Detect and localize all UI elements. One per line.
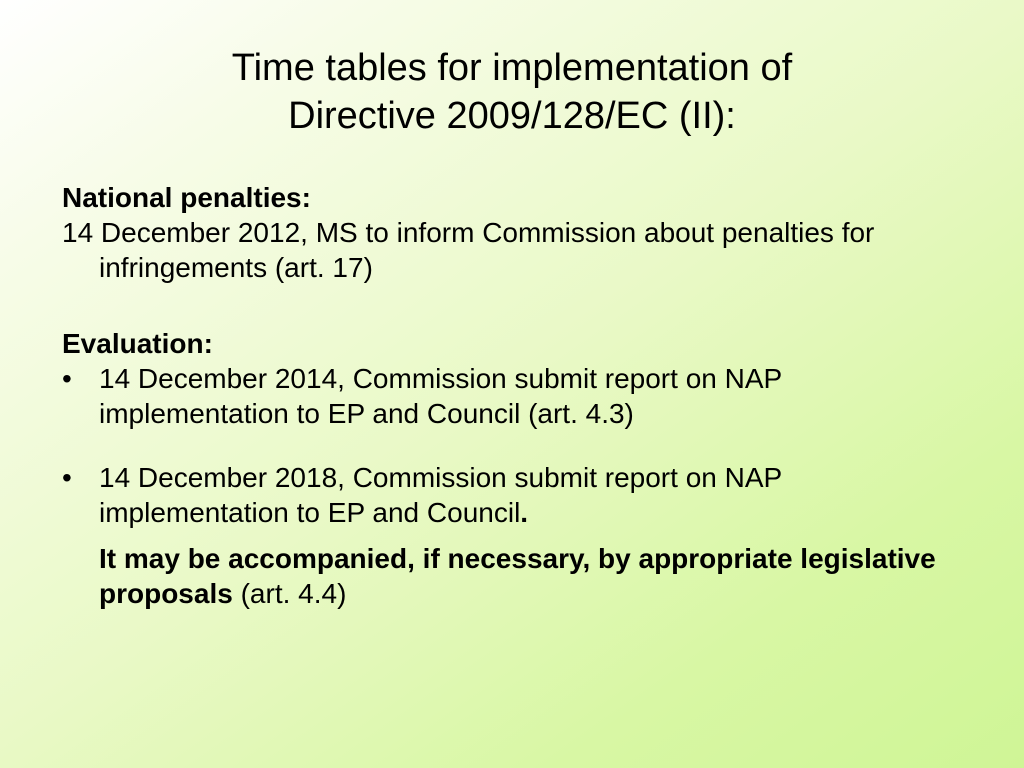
legislative-note	[62, 541, 962, 611]
bullet-icon: •	[62, 363, 72, 394]
slide-title	[60, 44, 964, 140]
evaluation-item-2018	[62, 460, 962, 530]
national-penalties-text: 14 December 2012, MS to inform Commission about penalties for infringements (art. 17)	[62, 217, 875, 283]
legislative-note-bold: It may be accompanied, if necessary, by appropriate legislative proposals	[99, 543, 936, 609]
evaluation-item-text: 14 December 2018, Commission submit report on NAP implementation to EP and Council	[99, 462, 782, 528]
evaluation-heading: Evaluation:	[62, 328, 213, 359]
national-penalties-heading: National penalties:	[62, 182, 311, 213]
legislative-note-ref: (art. 4.4)	[232, 578, 347, 609]
title-line-2: Directive 2009/128/EC (II):	[288, 95, 736, 137]
title-line-1: Time tables for implementation of	[231, 47, 793, 89]
bullet-icon: •	[62, 462, 72, 493]
evaluation-item-text: 14 December 2014, Commission submit report on NAP implementation to EP and Council (art. 4.3)	[99, 363, 782, 429]
slide-body	[62, 180, 962, 611]
evaluation-item-2014	[62, 361, 962, 431]
evaluation-item-period: .	[520, 497, 529, 528]
